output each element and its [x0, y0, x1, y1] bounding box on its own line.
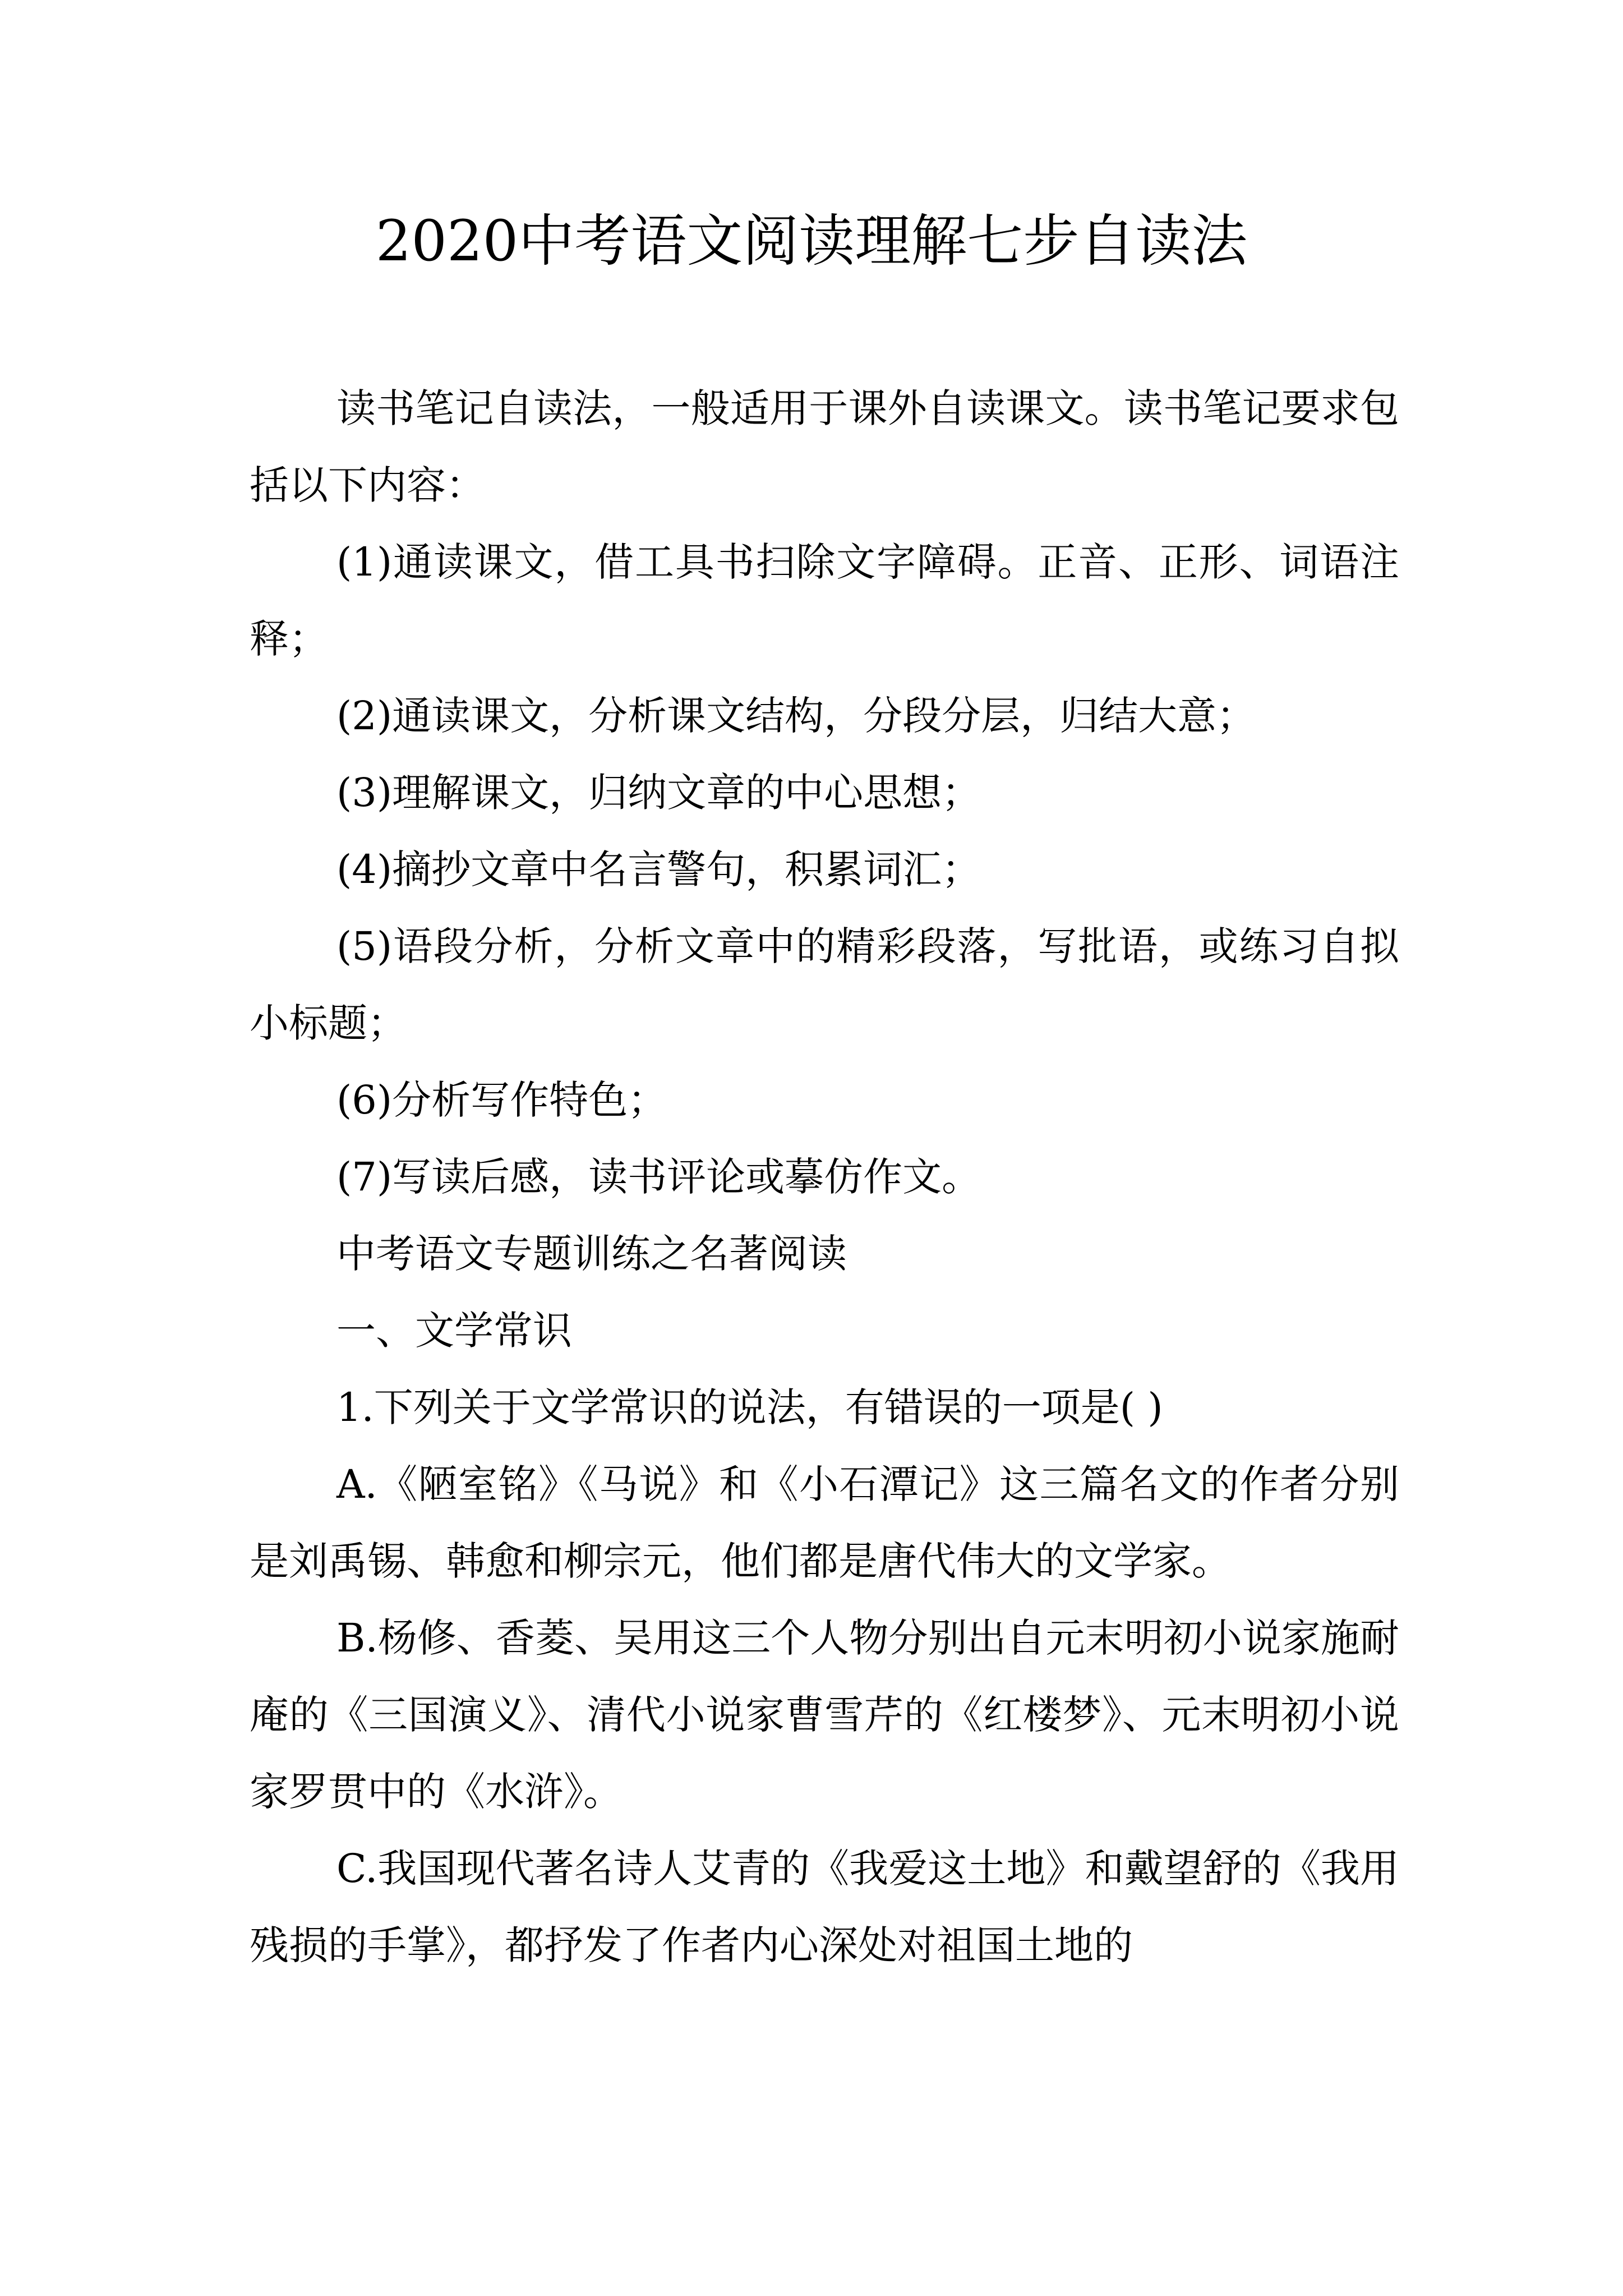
- document-title: 2020中考语文阅读理解七步自读法: [375, 208, 1248, 274]
- option-c: C.我国现代著名诗人艾青的《我爱这土地》和戴望舒的《我用残损的手掌》，都抒发了作者内心深处对祖国土地的: [250, 1846, 1399, 1968]
- step-5-paragraph: (5)语段分析，分析文章中的精彩段落，写批语，或练习自拟小标题；: [250, 923, 1399, 1046]
- step-2-paragraph: (2)通读课文，分析课文结构，分段分层，归结大意；: [336, 693, 1256, 739]
- question-1: 1.下列关于文学常识的说法，有错误的一项是( ): [336, 1384, 1163, 1430]
- intro-paragraph: 读书笔记自读法，一般适用于课外自读课文。读书笔记要求包括以下内容：: [250, 385, 1399, 508]
- step-6-paragraph: (6)分析写作特色；: [336, 1077, 667, 1123]
- subsection-heading: 一、文学常识: [336, 1308, 572, 1354]
- step-4-paragraph: (4)摘抄文章中名言警句，积累词汇；: [336, 846, 981, 892]
- option-b: B.杨修、香菱、吴用这三个人物分别出自元末明初小说家施耐庵的《三国演义》、清代小说家曹雪芹的《红楼梦》、元末明初小说家罗贯中的《水浒》。: [250, 1615, 1399, 1815]
- step-7-paragraph: (7)写读后感，读书评论或摹仿作文。: [336, 1154, 981, 1200]
- step-1-paragraph: (1)通读课文，借工具书扫除文字障碍。正音、正形、词语注释；: [250, 539, 1399, 662]
- section-heading: 中考语文专题训练之名著阅读: [336, 1231, 847, 1277]
- step-3-paragraph: (3)理解课文，归纳文章的中心思想；: [336, 770, 981, 816]
- document-body: [250, 370, 1399, 1984]
- option-a: A.《陋室铭》《马说》和《小石潭记》这三篇名文的作者分别是刘禹锡、韩愈和柳宗元，他们都是唐代伟大的文学家。: [250, 1461, 1399, 1584]
